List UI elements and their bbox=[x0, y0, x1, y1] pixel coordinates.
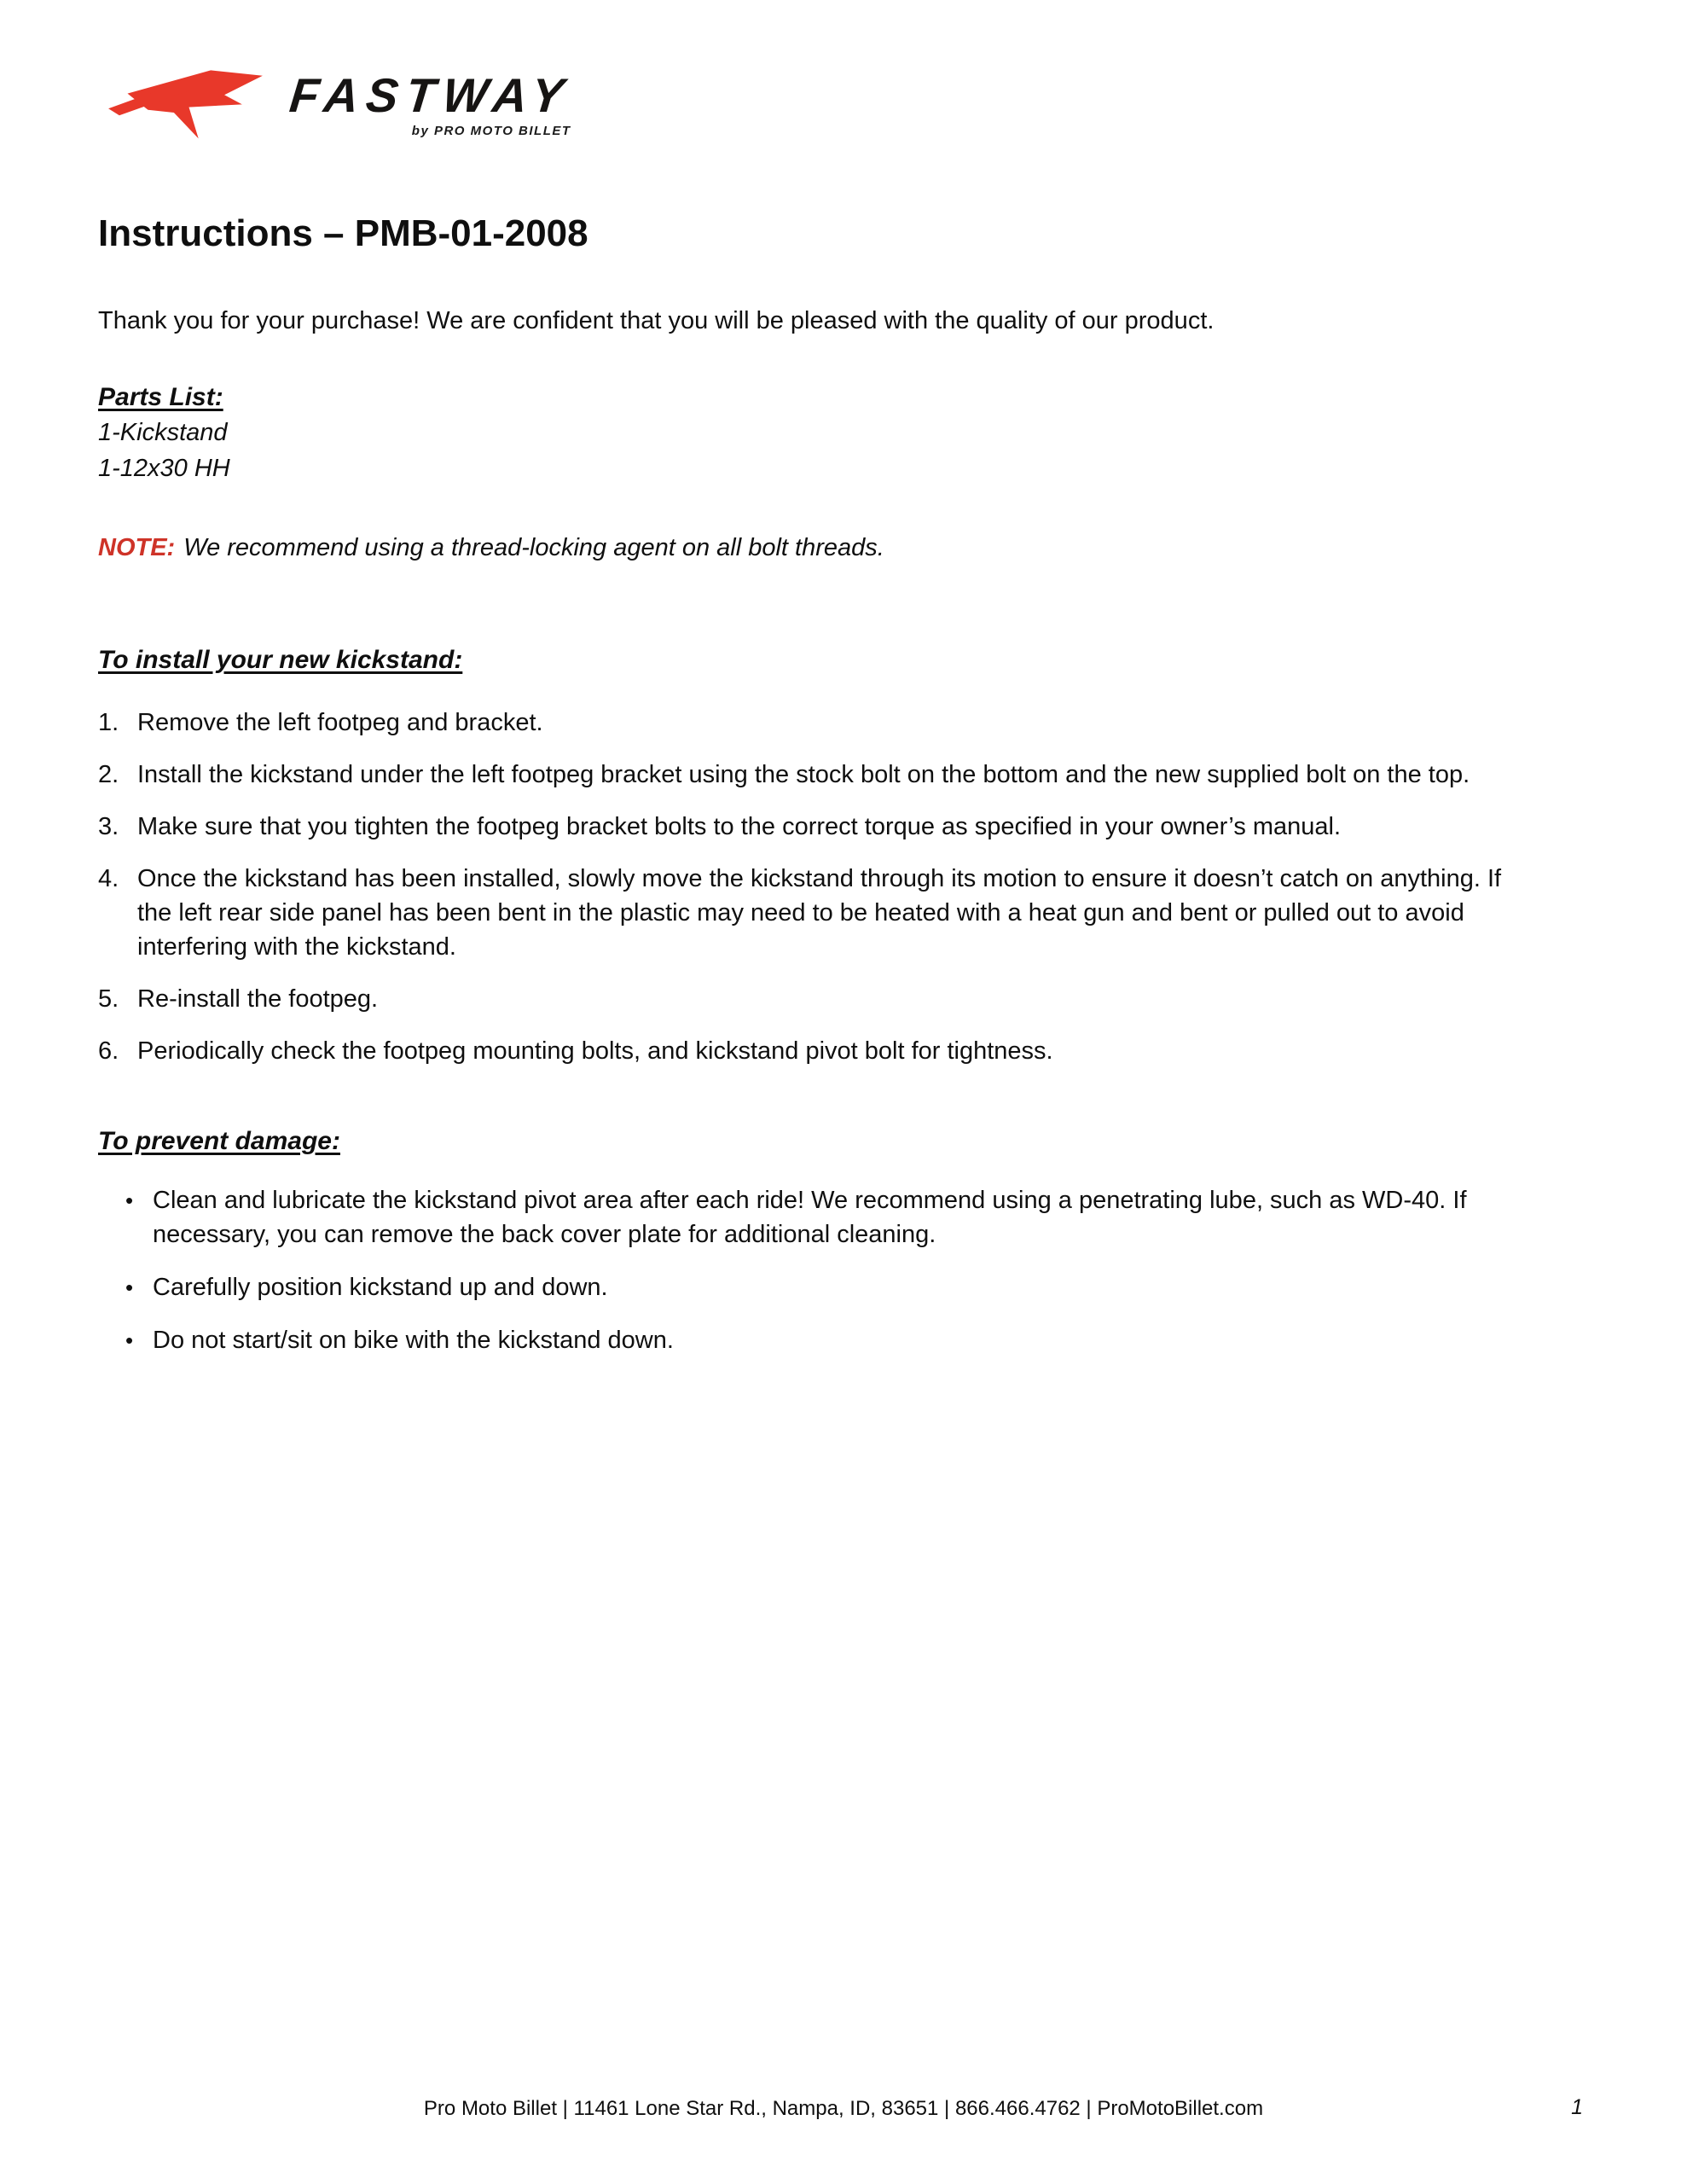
note-text: We recommend using a thread-locking agent on all bolt threads. bbox=[183, 533, 884, 561]
step-number: 6. bbox=[98, 1037, 119, 1065]
prevent-list bbox=[98, 1183, 1601, 1358]
parts-list-heading: Parts List: bbox=[98, 383, 223, 412]
bullet-text: Clean and lubricate the kickstand pivot area after each ride! We recommend using a penetrating lube, such as WD-40. If necessary, you can remove the back cover plate for additional cleaning. bbox=[153, 1186, 1467, 1248]
prevent-item bbox=[125, 1183, 1601, 1252]
bullet-icon: • bbox=[125, 1187, 134, 1213]
parts-list-item: 1-12x30 HH bbox=[98, 454, 230, 482]
bullet-text: Carefully position kickstand up and down. bbox=[153, 1273, 608, 1301]
fastway-logo bbox=[98, 65, 1601, 143]
step-text: Re-install the footpeg. bbox=[137, 985, 379, 1013]
bullet-icon: • bbox=[125, 1327, 134, 1354]
step-number: 3. bbox=[98, 812, 119, 840]
footer bbox=[0, 2097, 1687, 2121]
page-number: 1 bbox=[1571, 2095, 1583, 2119]
brand-wordmark: FASTWAY bbox=[287, 68, 574, 122]
brand-tagline: by PRO MOTO BILLET bbox=[411, 124, 571, 138]
footer-text: Pro Moto Billet | 11461 Lone Star Rd., Nampa, ID, 83651 | 866.466.4762 | ProMotoBillet.com bbox=[423, 2097, 1264, 2120]
step-number: 4. bbox=[98, 864, 119, 892]
step-number: 5. bbox=[98, 985, 119, 1013]
install-step bbox=[98, 862, 1601, 964]
bullet-text: Do not start/sit on bike with the kickstand down. bbox=[153, 1327, 674, 1355]
document-page bbox=[98, 0, 1601, 1377]
note-paragraph bbox=[98, 531, 1601, 565]
step-number: 2. bbox=[98, 760, 119, 788]
parts-list bbox=[98, 415, 1601, 485]
prevent-heading: To prevent damage: bbox=[98, 1126, 340, 1155]
install-step bbox=[98, 1034, 1601, 1068]
step-text: Install the kickstand under the left footpeg bracket using the stock bolt on the bottom and the new supplied bolt on the top. bbox=[137, 760, 1470, 788]
step-text: Periodically check the footpeg mounting bolts, and kickstand pivot bolt for tightness. bbox=[137, 1037, 1053, 1065]
page-title: Instructions – PMB-01-2008 bbox=[98, 212, 588, 254]
parts-list-item: 1-Kickstand bbox=[98, 419, 228, 447]
step-number: 1. bbox=[98, 708, 119, 736]
install-step bbox=[98, 982, 1601, 1016]
note-label: NOTE: bbox=[98, 533, 176, 561]
prevent-item bbox=[125, 1323, 1601, 1357]
install-step bbox=[98, 758, 1601, 792]
step-text: Remove the left footpeg and bracket. bbox=[137, 708, 543, 736]
prevent-item bbox=[125, 1270, 1601, 1304]
bullet-icon: • bbox=[125, 1274, 134, 1300]
fastway-swoosh-icon bbox=[98, 65, 273, 140]
fastway-logo-text bbox=[287, 65, 574, 138]
intro-paragraph: Thank you for your purchase! We are confident that you will be pleased with the quality of our product. bbox=[98, 307, 1215, 335]
install-step bbox=[98, 706, 1601, 740]
step-text: Make sure that you tighten the footpeg bracket bolts to the correct torque as specified in your owner’s manual. bbox=[137, 812, 1342, 840]
step-text: Once the kickstand has been installed, slowly move the kickstand through its motion to ensure it doesn’t catch on anything. If the left rear side panel has been bent in the plastic may need to be heated with a heat gun and bent or pulled out to avoid interfering with the kickstand. bbox=[137, 864, 1502, 961]
install-heading: To install your new kickstand: bbox=[98, 645, 463, 674]
install-step bbox=[98, 810, 1601, 844]
install-steps bbox=[98, 706, 1601, 1068]
